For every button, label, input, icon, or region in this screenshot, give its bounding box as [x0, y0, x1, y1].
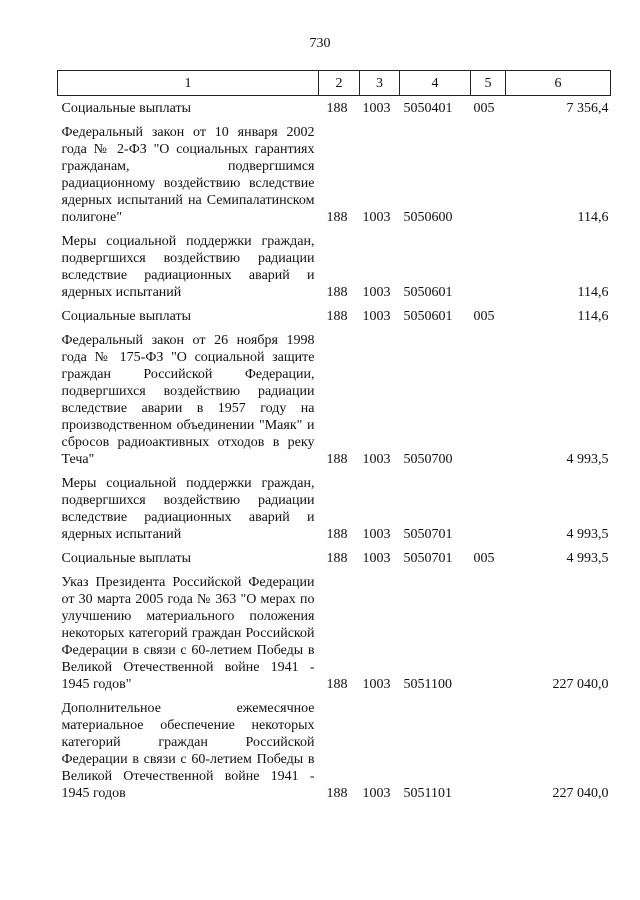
- row-col-5: 005: [473, 101, 495, 116]
- header-col-1: 1: [58, 71, 319, 96]
- row-col-4: 5050601: [403, 285, 453, 300]
- row-name: Указ Президента Российской Федерации от 30 марта 2005 года № 363 "О мерах по улучшению материального положения некоторых категорий граждан Российской Федерации в связи с 60-летием Победы в Великой Отечественной войне 1941 - 1945 годов": [61, 575, 315, 692]
- row-col-3: 1003: [362, 101, 391, 116]
- row-col-3: 1003: [362, 551, 391, 566]
- header-col-3: 3: [360, 71, 400, 96]
- table-row: [58, 697, 611, 806]
- row-col-2: 188: [326, 527, 348, 542]
- table-row: [58, 121, 611, 230]
- row-col-2: 188: [326, 551, 348, 566]
- row-amount: 4 993,5: [566, 551, 609, 566]
- row-name: Федеральный закон от 26 ноября 1998 года № 175-ФЗ "О социальной защите граждан Российской Федерации, подвергшихся воздействию радиации вследствие аварии в 1957 году на производственном объединении "Маяк" и сбросов радиоактивных отходов в реку Теча": [61, 333, 315, 467]
- row-col-3: 1003: [362, 786, 391, 801]
- page-number: 730: [309, 36, 331, 51]
- row-col-3: 1003: [362, 677, 391, 692]
- row-amount: 7 356,4: [566, 101, 609, 116]
- row-col-5: [471, 472, 506, 547]
- row-col-2: 188: [326, 677, 348, 692]
- row-col-4: 5050701: [403, 527, 453, 542]
- row-col-5: [471, 329, 506, 472]
- row-col-2: 188: [326, 210, 348, 225]
- table-row: [58, 329, 611, 472]
- row-col-4: 5051100: [403, 677, 452, 692]
- row-col-3: 1003: [362, 210, 391, 225]
- row-col-3: 1003: [362, 527, 391, 542]
- row-col-5: 005: [473, 309, 495, 324]
- row-col-3: 1003: [362, 285, 391, 300]
- row-amount: 114,6: [577, 309, 609, 324]
- row-amount: 4 993,5: [566, 452, 609, 467]
- header-col-5: 5: [471, 71, 506, 96]
- table-row: [58, 305, 611, 329]
- row-name: Меры социальной поддержки граждан, подвергшихся воздействию радиации вследствие радиационных аварий и ядерных испытаний: [61, 234, 315, 300]
- row-col-4: 5050700: [403, 452, 453, 467]
- row-name: Социальные выплаты: [61, 101, 192, 116]
- row-col-5: [471, 230, 506, 305]
- budget-table: [57, 70, 611, 806]
- row-col-4: 5050600: [403, 210, 453, 225]
- row-name: Федеральный закон от 10 января 2002 года № 2-ФЗ "О социальных гарантиях гражданам, подвергшимся радиационному воздействию вследствие ядерных испытаний на Семипалатинском полигоне": [61, 125, 315, 225]
- row-col-4: 5051101: [403, 786, 452, 801]
- row-amount: 227 040,0: [552, 786, 609, 801]
- row-col-2: 188: [326, 285, 348, 300]
- row-col-5: 005: [473, 551, 495, 566]
- row-col-5: [471, 121, 506, 230]
- row-col-4: 5050401: [403, 101, 453, 116]
- row-col-2: 188: [326, 452, 348, 467]
- row-amount: 227 040,0: [552, 677, 609, 692]
- table-row: [58, 571, 611, 697]
- row-col-4: 5050601: [403, 309, 453, 324]
- row-name: Меры социальной поддержки граждан, подвергшихся воздействию радиации вследствие радиационных аварий и ядерных испытаний: [61, 476, 315, 542]
- row-col-2: 188: [326, 101, 348, 116]
- row-amount: 114,6: [577, 285, 609, 300]
- table-row: [58, 230, 611, 305]
- row-amount: 4 993,5: [566, 527, 609, 542]
- row-col-5: [471, 697, 506, 806]
- row-name: Социальные выплаты: [61, 551, 192, 566]
- row-col-4: 5050701: [403, 551, 453, 566]
- header-col-4: 4: [400, 71, 471, 96]
- table-row: [58, 96, 611, 122]
- header-col-6: 6: [506, 71, 611, 96]
- table-row: [58, 547, 611, 571]
- row-col-3: 1003: [362, 309, 391, 324]
- row-col-2: 188: [326, 309, 348, 324]
- row-name: Дополнительное ежемесячное материальное обеспечение некоторых категорий граждан Российской Федерации в связи с 60-летием Победы в Великой Отечественной войне 1941 - 1945 годов: [61, 701, 315, 801]
- row-col-3: 1003: [362, 452, 391, 467]
- header-col-2: 2: [319, 71, 360, 96]
- table-header-row: [58, 71, 611, 96]
- row-name: Социальные выплаты: [61, 309, 192, 324]
- table-row: [58, 472, 611, 547]
- row-col-5: [471, 571, 506, 697]
- row-amount: 114,6: [577, 210, 609, 225]
- row-col-2: 188: [326, 786, 348, 801]
